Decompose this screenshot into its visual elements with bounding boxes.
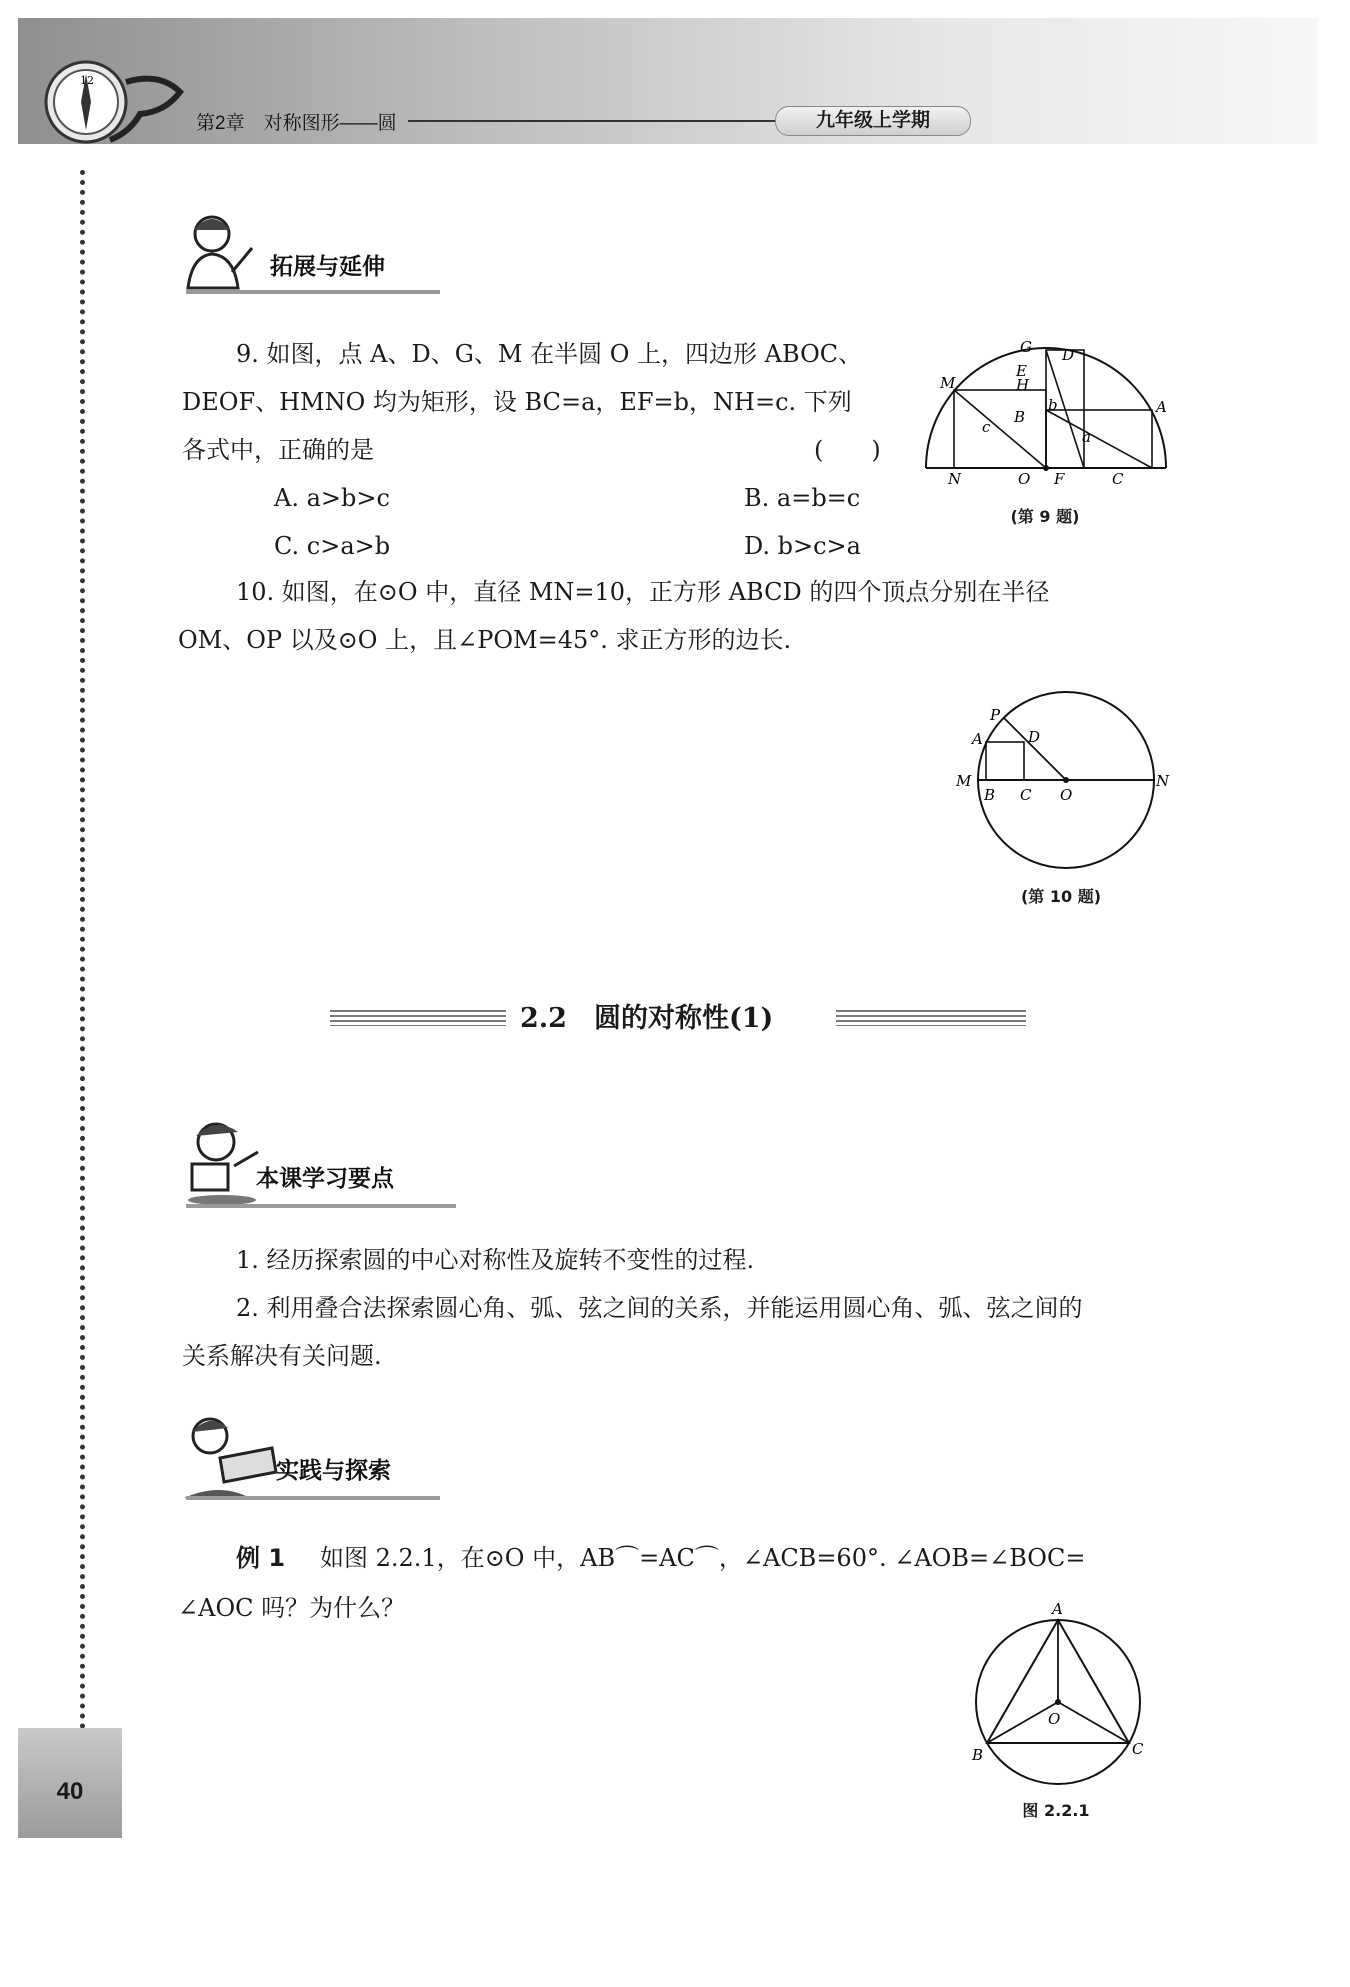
banner-practice: 实践与探索	[276, 1458, 391, 1484]
compass-logo-icon	[40, 52, 190, 148]
example1-label: 例 1	[236, 1544, 286, 1572]
svg-text:12: 12	[80, 74, 94, 87]
header-rule	[408, 120, 776, 122]
q9-option-c: C. c>a>b	[274, 532, 391, 560]
teacher-icon	[182, 212, 254, 290]
student-reading-icon	[182, 1116, 262, 1206]
q9-label: c	[982, 418, 991, 436]
q9-label: M	[940, 374, 956, 392]
q9-label: O	[1018, 470, 1031, 488]
key-point-2b: 关系解决有关问题.	[182, 1342, 382, 1370]
banner-extension: 拓展与延伸	[270, 254, 385, 280]
q9-caption: (第 9 题)	[1010, 507, 1080, 526]
q9-option-d: D. b>c>a	[744, 532, 861, 560]
q9-label: F	[1054, 470, 1065, 488]
q9-label: B	[1014, 408, 1026, 426]
banner-rule-key-points	[186, 1204, 456, 1208]
q9-label: H	[1016, 376, 1030, 394]
q10-figure	[946, 686, 1176, 876]
q9-label: a	[1082, 428, 1091, 446]
q10-line1: 10. 如图，在⊙O 中，直径 MN=10，正方形 ABCD 的四个顶点分别在半径	[236, 578, 1050, 606]
key-point-2a: 2. 利用叠合法探索圆心角、弧、弦之间的关系，并能运用圆心角、弧、弦之间的	[236, 1294, 1083, 1322]
example1-label-c: C	[1132, 1740, 1144, 1758]
q9-line3: 各式中，正确的是	[182, 436, 374, 464]
q9-label: N	[948, 470, 962, 488]
banner-key-points: 本课学习要点	[256, 1166, 394, 1192]
q9-label: A	[1156, 398, 1167, 416]
grade-badge: 九年级上学期	[775, 106, 971, 136]
q9-label: b	[1048, 396, 1058, 414]
q9-label: G	[1020, 338, 1032, 356]
banner-rule-practice	[186, 1496, 440, 1500]
q9-line2: DEOF、HMNO 均为矩形，设 BC=a，EF=b，NH=c. 下列	[182, 388, 852, 416]
example1-label-b: B	[972, 1746, 984, 1764]
example1-label-a: A	[1052, 1600, 1063, 1618]
q10-label: O	[1060, 786, 1073, 804]
chapter-title: 第2章 对称图形——圆	[196, 113, 397, 134]
q10-label: A	[972, 730, 983, 748]
q9-option-b: B. a=b=c	[744, 484, 861, 512]
q9-label: C	[1112, 470, 1124, 488]
q10-label: P	[990, 706, 1001, 724]
example1-line1: 如图 2.2.1，在⊙O 中，AB⌒=AC⌒，∠ACB=60°. ∠AOB=∠BOC=	[320, 1544, 1086, 1572]
student-writing-icon	[180, 1412, 280, 1504]
q10-caption: (第 10 题)	[1020, 887, 1102, 906]
q9-line1: 9. 如图，点 A、D、G、M 在半圆 O 上，四边形 ABOC、	[236, 340, 863, 368]
q10-label: D	[1028, 728, 1041, 746]
q9-figure	[918, 338, 1178, 488]
section-title-rule-left	[330, 1010, 506, 1026]
q10-label: N	[1156, 772, 1170, 790]
q10-label: M	[956, 772, 972, 790]
q10-line2: OM、OP 以及⊙O 上，且∠POM=45°. 求正方形的边长.	[178, 626, 792, 654]
q10-label: B	[984, 786, 996, 804]
section-title: 2.2 圆的对称性(1)	[520, 1003, 774, 1034]
example1-label-o: O	[1048, 1710, 1061, 1728]
example1-line2: ∠AOC 吗？为什么？	[178, 1594, 406, 1622]
banner-rule-extension	[186, 290, 440, 294]
key-point-1: 1. 经历探索圆的中心对称性及旋转不变性的过程.	[236, 1246, 755, 1274]
q9-label: E	[1016, 362, 1027, 380]
q9-answer-blank: ( )	[814, 436, 881, 464]
example1-figure	[962, 1594, 1152, 1794]
dotted-spine	[80, 170, 85, 1730]
q9-label: D	[1062, 346, 1075, 364]
section-title-rule-right	[836, 1010, 1026, 1026]
q9-option-a: A. a>b>c	[274, 484, 390, 512]
q10-label: C	[1020, 786, 1032, 804]
page-number: 40	[56, 1778, 84, 1805]
example1-caption: 图 2.2.1	[1022, 1801, 1090, 1820]
